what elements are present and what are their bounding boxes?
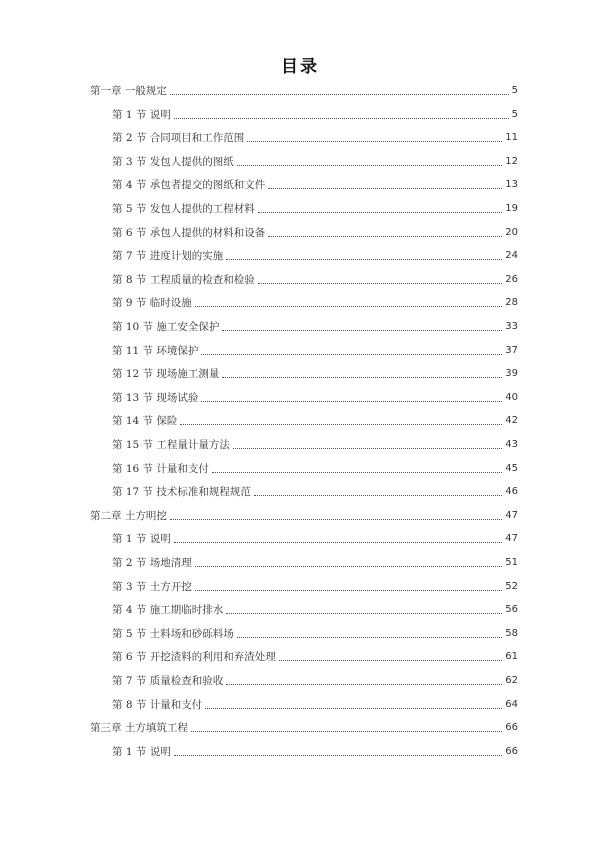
toc-dot-leader bbox=[201, 354, 502, 355]
toc-page-number: 40 bbox=[505, 391, 518, 403]
toc-section-entry bbox=[112, 528, 518, 546]
toc-section-entry bbox=[112, 292, 518, 310]
toc-dot-leader bbox=[180, 424, 502, 425]
toc-dot-leader bbox=[258, 283, 503, 284]
toc-page-number: 52 bbox=[505, 580, 518, 592]
toc-dot-leader bbox=[247, 141, 502, 142]
toc-section-entry bbox=[112, 623, 518, 641]
toc-page-number: 51 bbox=[505, 557, 518, 568]
toc-chapter-entry bbox=[90, 717, 518, 735]
toc-entry-label: 第 6 节 开挖渣料的利用和弃渣处理 bbox=[112, 651, 276, 664]
toc-section-entry bbox=[112, 410, 518, 428]
toc-entry-label: 第 5 节 发包人提供的工程材料 bbox=[112, 203, 255, 215]
toc-entry-label: 第 3 节 土方开挖 bbox=[112, 580, 192, 593]
toc-dot-leader bbox=[212, 472, 502, 473]
toc-dot-leader bbox=[195, 590, 503, 591]
toc-section-entry bbox=[112, 316, 518, 334]
toc-dot-leader bbox=[226, 613, 502, 614]
toc-entry-label: 第 2 节 场地清理 bbox=[112, 557, 192, 569]
toc-entry-label: 第三章 土方填筑工程 bbox=[90, 722, 188, 735]
toc-page-number: 62 bbox=[505, 675, 518, 686]
toc-section-entry bbox=[112, 458, 518, 476]
toc-dot-leader bbox=[201, 401, 502, 402]
toc-entry-label: 第 6 节 承包人提供的材料和设备 bbox=[112, 226, 266, 239]
toc-page-number: 39 bbox=[505, 368, 518, 380]
toc-entry-label: 第 8 节 工程质量的检查和检验 bbox=[112, 273, 255, 286]
toc-section-entry bbox=[112, 481, 518, 499]
toc-dot-leader bbox=[191, 731, 502, 732]
toc-dot-leader bbox=[237, 165, 503, 166]
toc-page-number: 24 bbox=[505, 250, 518, 262]
toc-section-entry bbox=[112, 363, 518, 381]
toc-dot-leader bbox=[237, 637, 503, 638]
toc-entry-label: 第 9 节 临时设施 bbox=[112, 297, 192, 310]
toc-section-entry bbox=[112, 576, 518, 594]
toc-entry-label: 第 10 节 施工安全保护 bbox=[112, 321, 220, 333]
toc-dot-leader bbox=[222, 330, 502, 331]
toc-section-entry bbox=[112, 387, 518, 405]
toc-page-number: 42 bbox=[505, 415, 518, 427]
toc-page-number: 64 bbox=[505, 698, 518, 710]
toc-page-number: 45 bbox=[505, 462, 518, 474]
toc-section-entry bbox=[112, 670, 518, 688]
toc-page-number: 61 bbox=[505, 651, 518, 663]
toc-dot-leader bbox=[195, 566, 503, 567]
toc-entry-label: 第 7 节 进度计划的实施 bbox=[112, 250, 224, 263]
toc-entry-label: 第二章 土方明挖 bbox=[90, 509, 167, 522]
toc-page-number: 5 bbox=[511, 85, 518, 96]
toc-section-entry bbox=[112, 741, 518, 759]
toc-section-entry bbox=[112, 694, 518, 712]
toc-entry-label: 第 15 节 工程量计量方法 bbox=[112, 439, 230, 451]
toc-page-number: 46 bbox=[505, 486, 518, 498]
toc-entry-label: 第 1 节 说明 bbox=[112, 533, 171, 546]
toc-title: 目录 bbox=[281, 57, 319, 77]
toc-page-number: 13 bbox=[505, 179, 518, 191]
toc-dot-leader bbox=[205, 708, 502, 709]
toc-page-number: 33 bbox=[505, 321, 518, 332]
toc-entry-label: 第 4 节 承包者提交的图纸和文件 bbox=[112, 179, 266, 192]
toc-entry-label: 第 1 节 说明 bbox=[112, 108, 171, 121]
toc-section-entry bbox=[112, 222, 518, 240]
toc-section-entry bbox=[112, 340, 518, 358]
toc-dot-leader bbox=[174, 542, 503, 543]
toc-page-number: 66 bbox=[505, 722, 518, 734]
toc-entry-label: 第 12 节 现场施工测量 bbox=[112, 368, 220, 381]
toc-dot-leader bbox=[222, 377, 502, 378]
toc-entry-label: 第 11 节 环境保护 bbox=[112, 344, 199, 357]
toc-page-number: 19 bbox=[505, 203, 518, 214]
toc-entry-label: 第 5 节 土料场和砂砾料场 bbox=[112, 627, 234, 640]
toc-entry-label: 第 16 节 计量和支付 bbox=[112, 462, 209, 475]
toc-page-number: 5 bbox=[511, 108, 518, 120]
toc-page-number: 20 bbox=[505, 226, 518, 238]
toc-section-entry bbox=[112, 269, 518, 287]
toc-section-entry bbox=[112, 198, 518, 216]
toc-dot-leader bbox=[254, 495, 502, 496]
toc-section-entry bbox=[112, 599, 518, 617]
toc-dot-leader bbox=[174, 118, 509, 119]
toc-page-number: 56 bbox=[505, 604, 518, 616]
toc-section-entry bbox=[112, 104, 518, 122]
toc-entry-label: 第一章 一般规定 bbox=[90, 85, 167, 97]
toc-page-number: 47 bbox=[505, 509, 518, 521]
toc-page-number: 58 bbox=[505, 627, 518, 639]
toc-dot-leader bbox=[279, 660, 503, 661]
toc-chapter-entry bbox=[90, 505, 518, 523]
toc-page-number: 11 bbox=[505, 132, 518, 144]
toc-section-entry bbox=[112, 127, 518, 145]
toc-entry-label: 第 1 节 说明 bbox=[112, 745, 171, 758]
toc-entry-label: 第 2 节 合同项目和工作范围 bbox=[112, 132, 245, 145]
toc-dot-leader bbox=[174, 755, 503, 756]
toc-page-number: 26 bbox=[505, 273, 518, 285]
toc-dot-leader bbox=[170, 519, 502, 520]
toc-page-number: 12 bbox=[505, 155, 518, 167]
toc-entry-label: 第 8 节 计量和支付 bbox=[112, 698, 203, 711]
toc-page-number: 66 bbox=[505, 745, 518, 757]
toc-entry-label: 第 14 节 保险 bbox=[112, 415, 178, 428]
toc-section-entry bbox=[112, 151, 518, 169]
toc-entry-label: 第 4 节 施工期临时排水 bbox=[112, 604, 224, 617]
toc-dot-leader bbox=[170, 94, 509, 95]
toc-section-entry bbox=[112, 245, 518, 263]
toc-page-number: 43 bbox=[505, 439, 518, 450]
toc-section-entry bbox=[112, 174, 518, 192]
toc-section-entry bbox=[112, 552, 518, 570]
toc-entry-label: 第 17 节 技术标准和规程规范 bbox=[112, 486, 251, 499]
toc-dot-leader bbox=[226, 684, 502, 685]
toc-entry-label: 第 13 节 现场试验 bbox=[112, 391, 199, 404]
toc-dot-leader bbox=[268, 188, 502, 189]
toc-section-entry bbox=[112, 646, 518, 664]
toc-section-entry bbox=[112, 434, 518, 452]
toc-entry-label: 第 7 节 质量检查和验收 bbox=[112, 675, 224, 687]
toc-dot-leader bbox=[258, 212, 503, 213]
toc-dot-leader bbox=[268, 236, 502, 237]
toc-chapter-entry bbox=[90, 80, 518, 98]
toc-page-number: 47 bbox=[505, 533, 518, 545]
toc-page-number: 28 bbox=[505, 297, 518, 309]
toc-dot-leader bbox=[195, 306, 503, 307]
toc-entry-label: 第 3 节 发包人提供的图纸 bbox=[112, 155, 234, 168]
toc-page-number: 37 bbox=[505, 344, 518, 356]
toc-dot-leader bbox=[226, 259, 502, 260]
toc-dot-leader bbox=[233, 448, 502, 449]
